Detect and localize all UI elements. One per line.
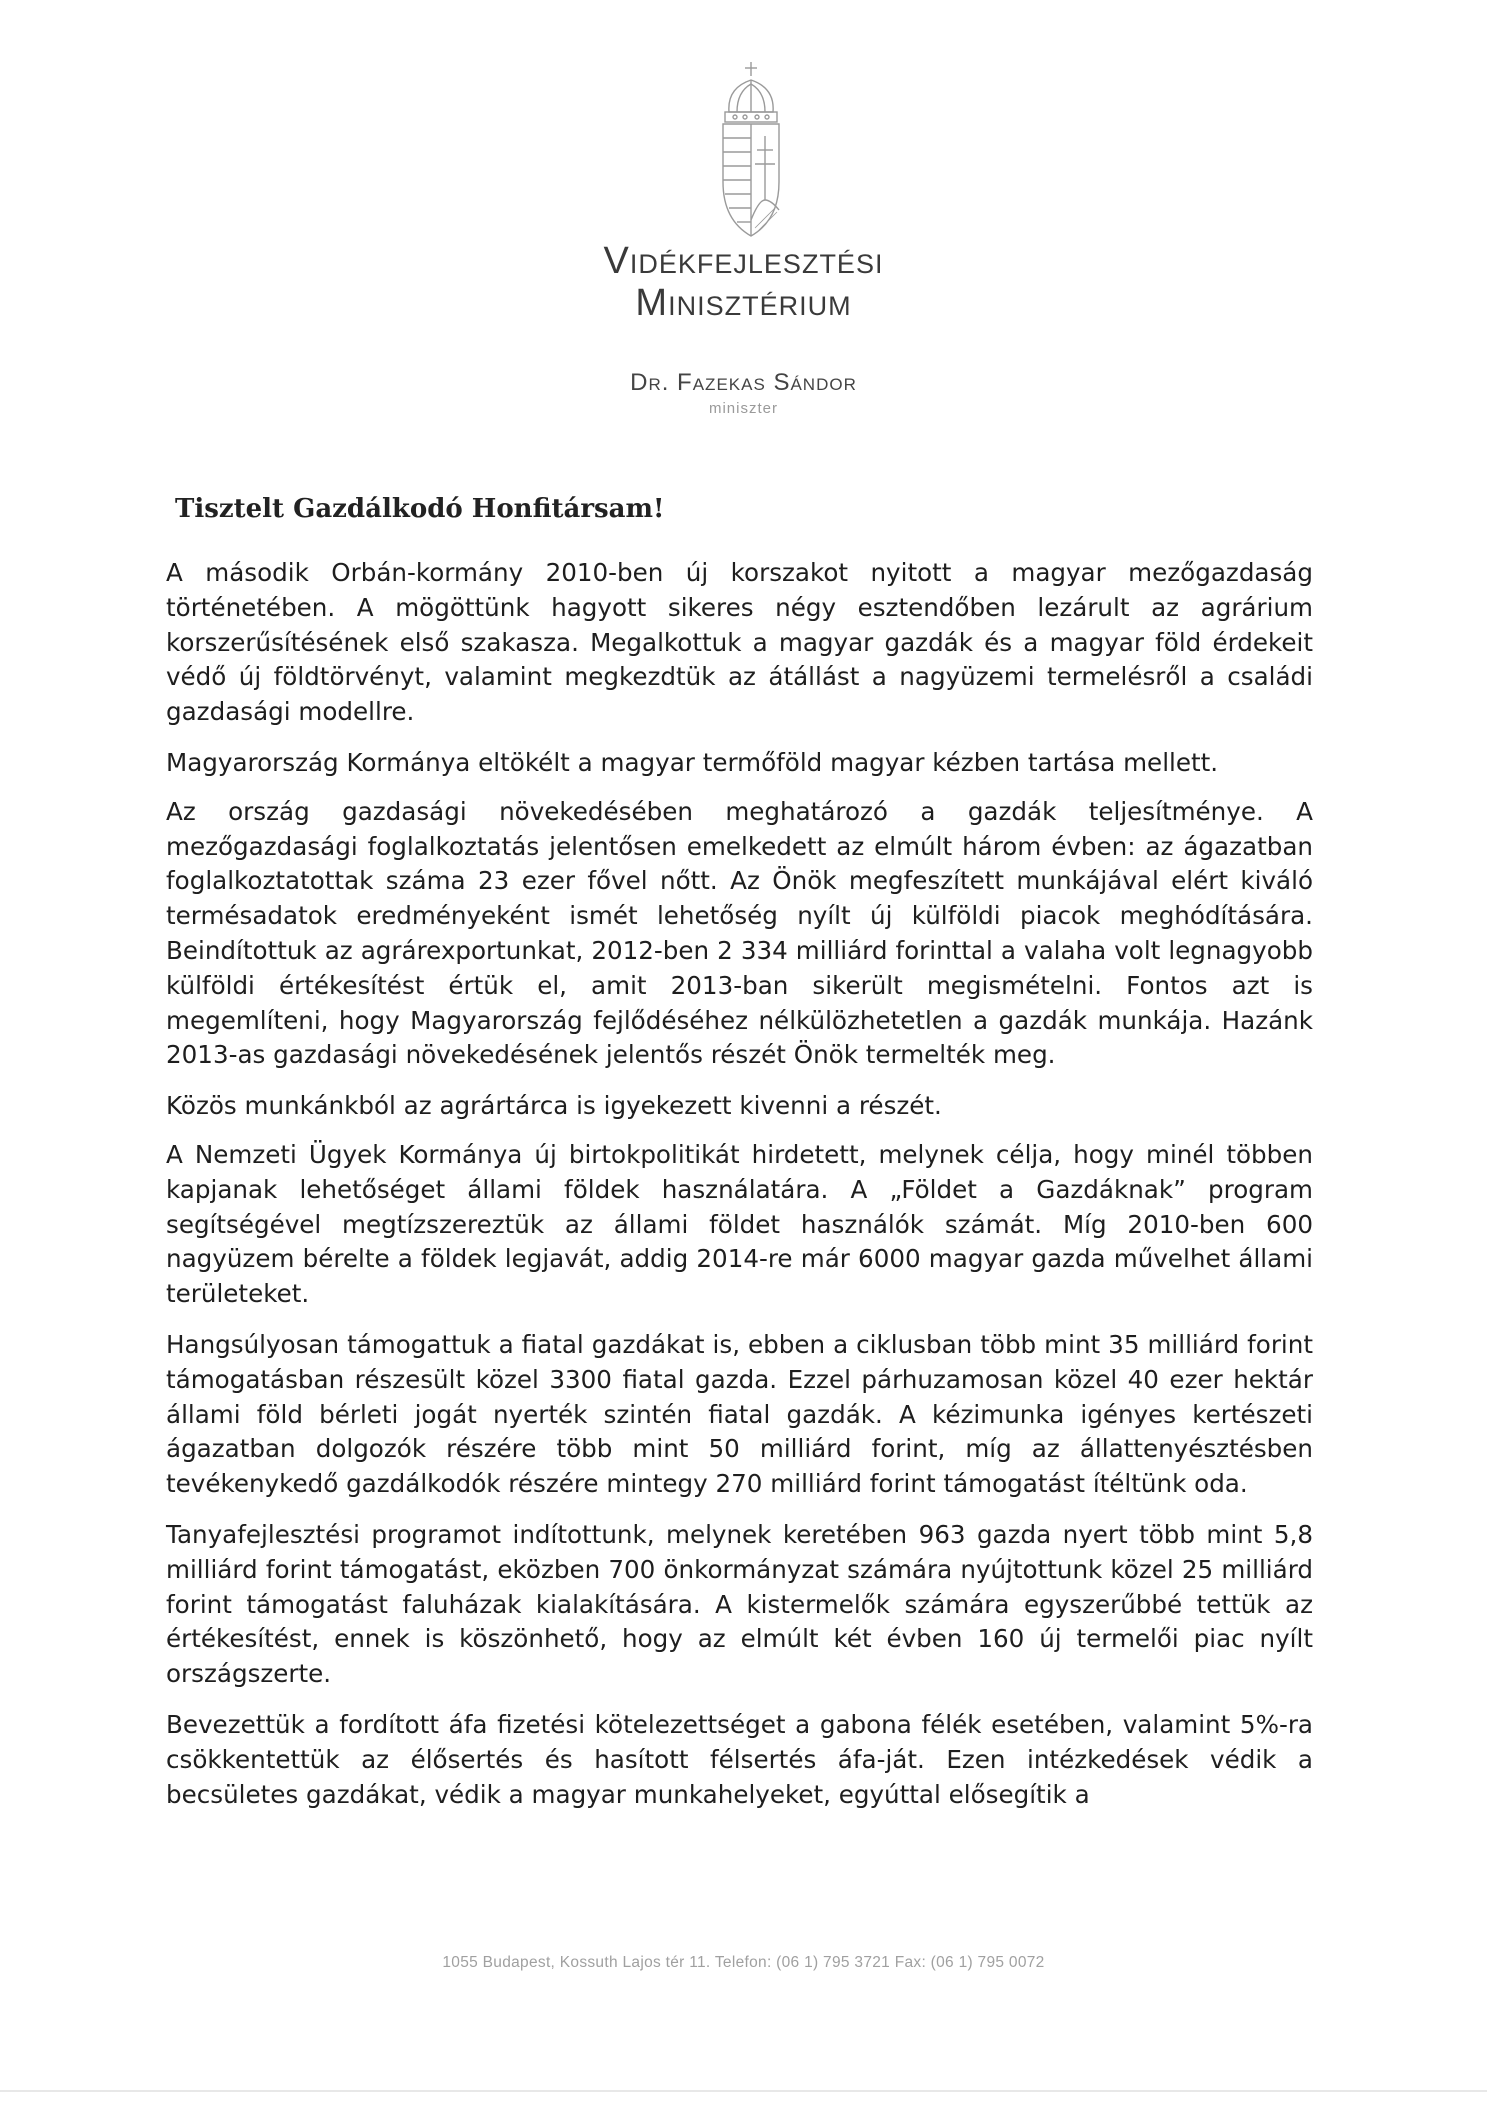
- ministry-name-line1: Vidékfejlesztési: [603, 240, 884, 282]
- paragraph: Az ország gazdasági növekedésében meghatározó a gazdák teljesítménye. A mezőgazdasági foglalkoztatás jelentősen emelkedett az elmúlt három évben: az ágazatban foglalkoztatottak száma 23 ezer fővel nőtt. Az Önök megfeszített munkájával elért kiváló termésadatok eredményeként ismét lehetőség nyílt új külföldi piacok meghódítására. Beindítottuk az agrárexportunkat, 2012-ben 2 334 milliárd forinttal a valaha volt legnagyobb külföldi értékesítést értük el, amit 2013-ban sikerült megismételni. Fontos azt is megemlíteni, hogy Magyarország fejlődéséhez nélkülözhetetlen a gazdák munkája. Hazánk 2013-as gazdasági növekedésének jelentős részét Önök termelték meg.: [166, 796, 1313, 1070]
- hungarian-coat-of-arms-icon: [707, 60, 795, 240]
- paragraph: Közös munkánkból az agrártárca is igyekezett kivenni a részét.: [166, 1091, 942, 1121]
- footer-address: 1055 Budapest, Kossuth Lajos tér 11. Telefon: (06 1) 795 3721 Fax: (06 1) 795 0072: [442, 1954, 1045, 1971]
- paragraph: Hangsúlyosan támogattuk a fiatal gazdákat is, ebben a ciklusban több mint 35 milliárd forint támogatásban részesült közel 3300 fiatal gazda. Ezzel párhuzamosan közel 40 ezer hektár állami föld bérleti jogát nyerték szintén fiatal gazdák. A kézimunka igényes kertészeti ágazatban dolgozók részére több mint 50 milliárd forint, míg az állattenyésztésben tevékenykedő gazdálkodók részére mintegy 270 milliárd forint támogatást ítéltünk oda.: [166, 1329, 1313, 1499]
- paragraph: Bevezettük a fordított áfa fizetési kötelezettséget a gabona félék esetében, valamint 5%-ra csökkentettük az élősertés és hasított félsertés áfa-ját. Ezen intézkedések védik a becsületes gazdákat, védik a magyar munkahelyeket, egyúttal elősegítik a: [166, 1709, 1313, 1809]
- ministry-name-line2: Minisztérium: [635, 282, 852, 324]
- paragraph: Tanyafejlesztési programot indítottunk, melynek keretében 963 gazda nyert több mint 5,8 milliárd forint támogatást, eközben 700 önkormányzat számára nyújtottunk közel 25 milliárd forint támogatást faluházak kialakítására. A kistermelők számára egyszerűbbé tettük az értékesítést, ennek is köszönhető, hogy az elmúlt két évben 160 új termelői piac nyílt országszerte.: [166, 1519, 1313, 1689]
- salutation: Tisztelt Gazdálkodó Honfitársam!: [175, 494, 665, 524]
- scan-edge-divider: [0, 2090, 1487, 2092]
- paragraph: A Nemzeti Ügyek Kormánya új birtokpolitikát hirdetett, melynek célja, hogy minél többen kapjanak lehetőséget állami földek használatára. A „Földet a Gazdáknak” program segítségével megtízszereztük az állami földet használók számát. Míg 2010-ben 600 nagyüzem bérelte a földek legjavát, addig 2014-re már 6000 magyar gazda művelhet állami területeket.: [166, 1139, 1313, 1309]
- minister-role: miniszter: [708, 400, 778, 417]
- ministry-name: [0, 240, 1487, 324]
- paragraph: A második Orbán-kormány 2010-ben új korszakot nyitott a magyar mezőgazdaság történetében. A mögöttünk hagyott sikeres négy esztendőben lezárult az agrárium korszerűsítésének első szakasza. Megalkottuk a magyar gazdák és a magyar föld érdekeit védő új földtörvényt, valamint megkezdtük az átállást a nagyüzemi termelésről a családi gazdasági modellre.: [166, 558, 1313, 727]
- paragraph: Magyarország Kormánya eltökélt a magyar termőföld magyar kézben tartása mellett.: [166, 747, 1219, 777]
- minister-name: Dr. Fazekas Sándor: [630, 369, 857, 396]
- letter-body: [166, 556, 1313, 1828]
